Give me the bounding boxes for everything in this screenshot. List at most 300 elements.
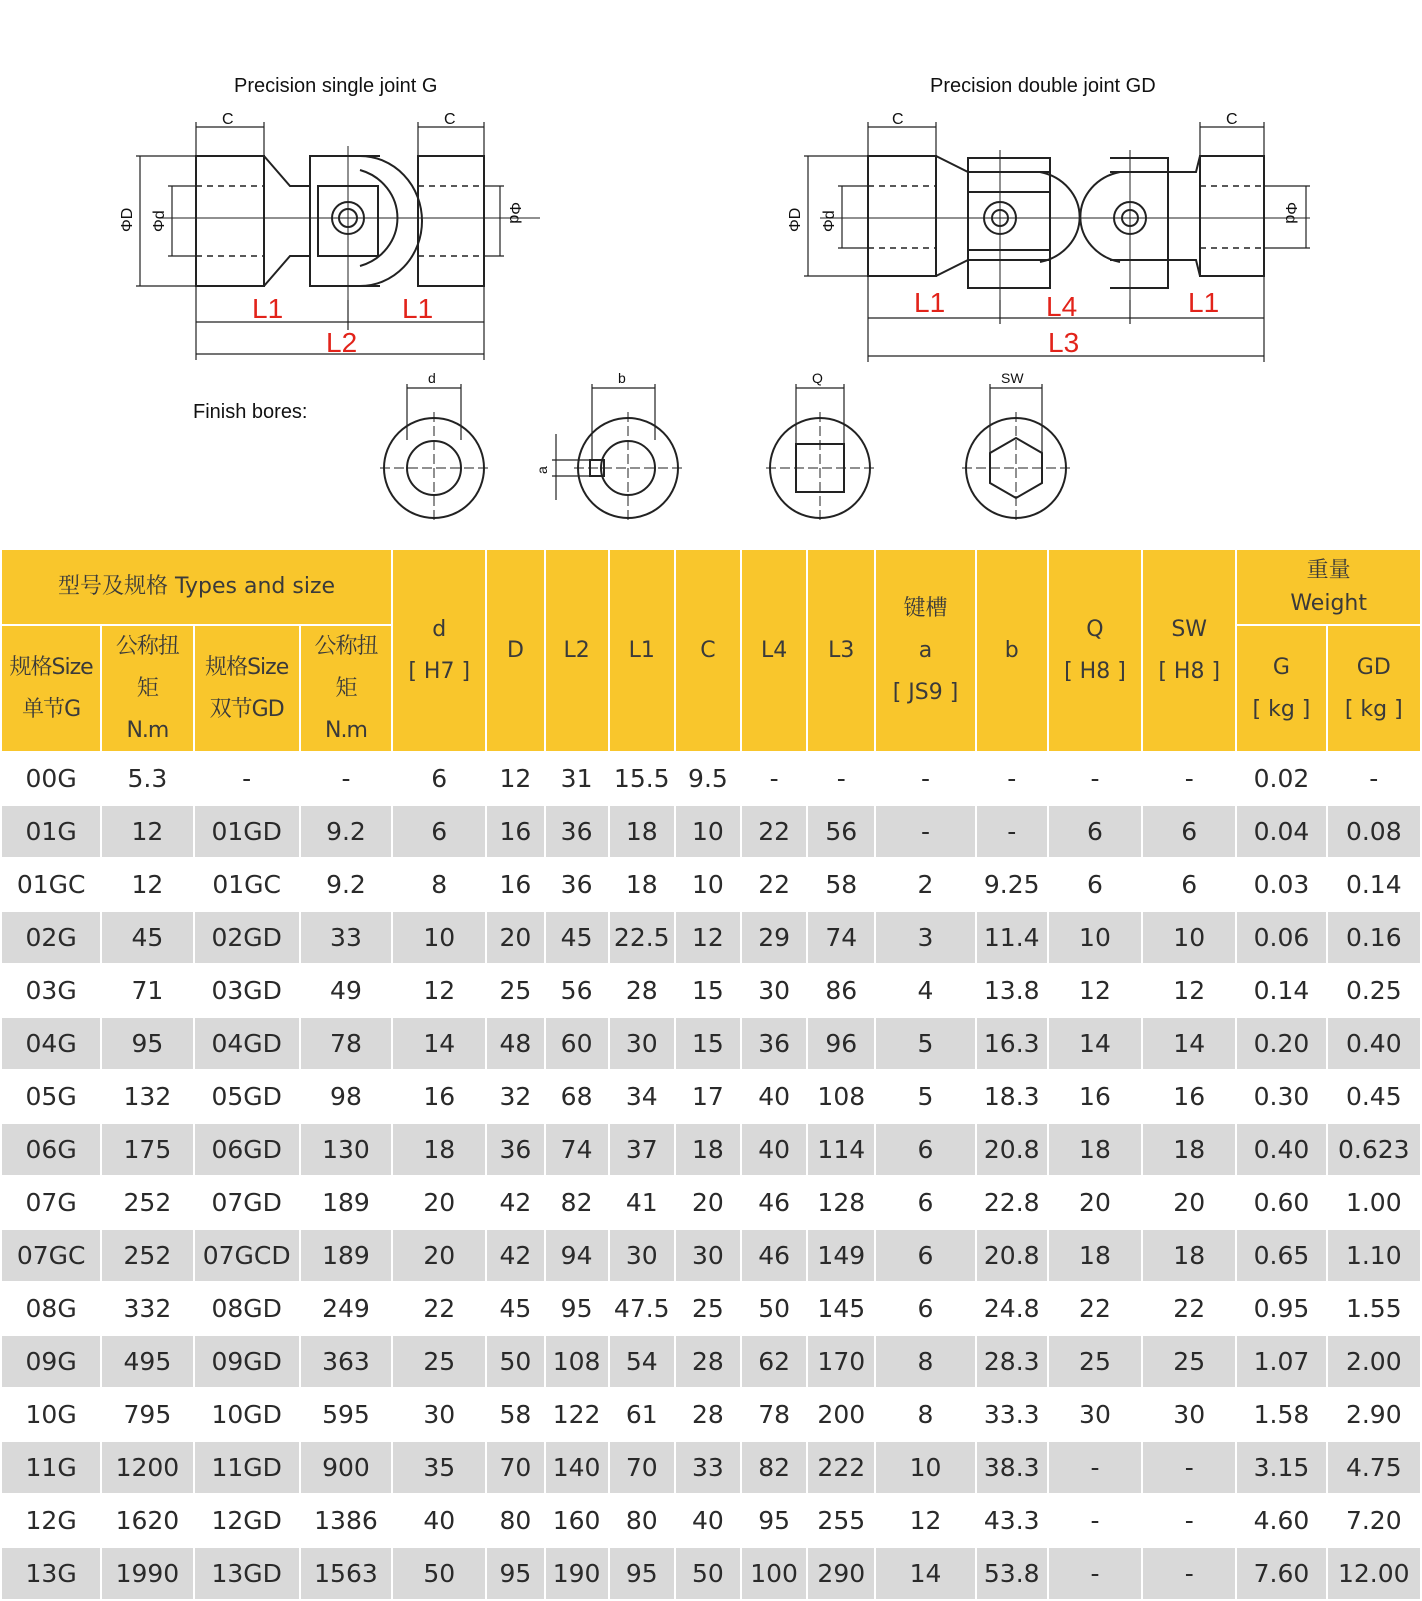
cell-size-g: 10G	[1, 1388, 101, 1441]
cell-L2: 94	[545, 1229, 609, 1282]
cell-a: 10	[875, 1441, 975, 1494]
cell-D: 16	[486, 858, 544, 911]
cell-torque-g: 1200	[101, 1441, 193, 1494]
cell-D: 80	[486, 1494, 544, 1547]
cell-C: 40	[675, 1494, 741, 1547]
cell-L3: 74	[807, 911, 875, 964]
cell-torque-gd: 363	[300, 1335, 392, 1388]
cell-L2: 56	[545, 964, 609, 1017]
cell-weight-gd: 2.00	[1327, 1335, 1421, 1388]
cell-Q: 14	[1048, 1017, 1142, 1070]
cell-size-g: 11G	[1, 1441, 101, 1494]
cell-torque-gd: 78	[300, 1017, 392, 1070]
cell-SW: -	[1142, 1494, 1236, 1547]
cell-d: 50	[392, 1547, 486, 1600]
cell-torque-gd: 130	[300, 1123, 392, 1176]
cell-torque-gd: -	[300, 752, 392, 805]
cell-weight-gd: 1.10	[1327, 1229, 1421, 1282]
dim-label-l1-b: L1	[402, 293, 434, 324]
cell-C: 50	[675, 1547, 741, 1600]
cell-weight-g: 4.60	[1236, 1494, 1326, 1547]
cell-b: 11.4	[976, 911, 1048, 964]
cell-torque-g: 1620	[101, 1494, 193, 1547]
cell-weight-g: 0.04	[1236, 805, 1326, 858]
cell-b: -	[976, 805, 1048, 858]
cell-a: 12	[875, 1494, 975, 1547]
cell-D: 42	[486, 1229, 544, 1282]
dim-label-phi-D: ΦD	[119, 207, 136, 232]
cell-L3: 290	[807, 1547, 875, 1600]
header-torque-gd: 公称扭 矩 N.m	[300, 625, 392, 752]
cell-weight-g: 1.58	[1236, 1388, 1326, 1441]
cell-weight-gd: 0.45	[1327, 1070, 1421, 1123]
cell-size-g: 06G	[1, 1123, 101, 1176]
cell-size-gd: 01GD	[194, 805, 300, 858]
table-row	[1, 911, 1421, 964]
cell-L1: 95	[609, 1547, 675, 1600]
cell-weight-g: 0.40	[1236, 1123, 1326, 1176]
cell-L2: 45	[545, 911, 609, 964]
cell-d: 20	[392, 1176, 486, 1229]
cell-L3: 222	[807, 1441, 875, 1494]
cell-Q: 12	[1048, 964, 1142, 1017]
table-row	[1, 1441, 1421, 1494]
cell-torque-g: 795	[101, 1388, 193, 1441]
cell-torque-gd: 9.2	[300, 805, 392, 858]
cell-torque-g: 1990	[101, 1547, 193, 1600]
header-keyway-a: 键槽 a [ JS9 ]	[875, 549, 975, 752]
cell-a: 3	[875, 911, 975, 964]
cell-L1: 30	[609, 1017, 675, 1070]
header-Q: Q [ H8 ]	[1048, 549, 1142, 752]
cell-L3: 200	[807, 1388, 875, 1441]
cell-torque-g: 12	[101, 805, 193, 858]
cell-size-g: 01G	[1, 805, 101, 858]
cell-L1: 15.5	[609, 752, 675, 805]
cell-d: 12	[392, 964, 486, 1017]
cell-L4: 29	[741, 911, 807, 964]
table-row	[1, 1229, 1421, 1282]
cell-size-gd: -	[194, 752, 300, 805]
cell-L1: 28	[609, 964, 675, 1017]
cell-size-g: 07G	[1, 1176, 101, 1229]
cell-d: 22	[392, 1282, 486, 1335]
cell-b: 24.8	[976, 1282, 1048, 1335]
cell-L2: 190	[545, 1547, 609, 1600]
cell-L2: 82	[545, 1176, 609, 1229]
cell-Q: -	[1048, 1441, 1142, 1494]
cell-size-gd: 02GD	[194, 911, 300, 964]
cell-weight-gd: 12.00	[1327, 1547, 1421, 1600]
cell-L4: 40	[741, 1070, 807, 1123]
cell-d: 14	[392, 1017, 486, 1070]
cell-C: 15	[675, 1017, 741, 1070]
spec-table	[0, 548, 1422, 1601]
cell-torque-gd: 900	[300, 1441, 392, 1494]
cell-size-g: 00G	[1, 752, 101, 805]
dim-label-c-gd-left: C	[892, 111, 904, 128]
cell-weight-gd: 2.90	[1327, 1388, 1421, 1441]
cell-C: 28	[675, 1388, 741, 1441]
cell-weight-gd: 7.20	[1327, 1494, 1421, 1547]
dim-label-gd-phi-d: Φd	[821, 210, 838, 232]
cell-Q: 6	[1048, 805, 1142, 858]
cell-L4: -	[741, 752, 807, 805]
cell-D: 16	[486, 805, 544, 858]
dim-label-l1-a: L1	[252, 293, 284, 324]
finish-bores-drawing	[380, 384, 1072, 524]
cell-weight-gd: 0.623	[1327, 1123, 1421, 1176]
cell-Q: 16	[1048, 1070, 1142, 1123]
double-joint-drawing	[804, 122, 1310, 362]
cell-D: 95	[486, 1547, 544, 1600]
cell-C: 9.5	[675, 752, 741, 805]
cell-size-g: 03G	[1, 964, 101, 1017]
cell-d: 6	[392, 805, 486, 858]
header-weight-g: G [ kg ]	[1236, 625, 1326, 752]
cell-b: 22.8	[976, 1176, 1048, 1229]
cell-SW: -	[1142, 752, 1236, 805]
table-row	[1, 1547, 1421, 1600]
cell-D: 48	[486, 1017, 544, 1070]
cell-size-g: 04G	[1, 1017, 101, 1070]
cell-weight-g: 0.02	[1236, 752, 1326, 805]
header-weight-gd: GD [ kg ]	[1327, 625, 1421, 752]
cell-D: 58	[486, 1388, 544, 1441]
cell-SW: 10	[1142, 911, 1236, 964]
cell-L4: 22	[741, 805, 807, 858]
cell-size-gd: 01GC	[194, 858, 300, 911]
finish-bores-label: Finish bores:	[193, 401, 308, 423]
cell-weight-g: 0.60	[1236, 1176, 1326, 1229]
cell-d: 16	[392, 1070, 486, 1123]
cell-torque-g: 332	[101, 1282, 193, 1335]
cell-torque-g: 252	[101, 1229, 193, 1282]
cell-L4: 82	[741, 1441, 807, 1494]
cell-Q: -	[1048, 1547, 1142, 1600]
table-row	[1, 1335, 1421, 1388]
cell-a: 2	[875, 858, 975, 911]
cell-size-g: 05G	[1, 1070, 101, 1123]
dim-label-gd-l1-b: L1	[1188, 287, 1220, 318]
cell-L4: 100	[741, 1547, 807, 1600]
cell-D: 12	[486, 752, 544, 805]
technical-drawings	[0, 0, 1422, 548]
cell-C: 28	[675, 1335, 741, 1388]
cell-b: 13.8	[976, 964, 1048, 1017]
cell-b: 28.3	[976, 1335, 1048, 1388]
cell-D: 36	[486, 1123, 544, 1176]
dim-label-l4: L4	[1046, 291, 1078, 322]
cell-L3: 96	[807, 1017, 875, 1070]
cell-weight-gd: -	[1327, 752, 1421, 805]
cell-torque-gd: 249	[300, 1282, 392, 1335]
cell-torque-g: 252	[101, 1176, 193, 1229]
cell-SW: 6	[1142, 858, 1236, 911]
cell-SW: 14	[1142, 1017, 1236, 1070]
cell-C: 33	[675, 1441, 741, 1494]
cell-size-gd: 10GD	[194, 1388, 300, 1441]
cell-L2: 36	[545, 805, 609, 858]
cell-d: 10	[392, 911, 486, 964]
cell-a: 14	[875, 1547, 975, 1600]
cell-size-gd: 04GD	[194, 1017, 300, 1070]
header-SW: SW [ H8 ]	[1142, 549, 1236, 752]
table-body	[1, 752, 1421, 1600]
header-types-and-size: 型号及规格 Types and size	[1, 549, 392, 625]
cell-a: 4	[875, 964, 975, 1017]
cell-L1: 54	[609, 1335, 675, 1388]
cell-size-g: 08G	[1, 1282, 101, 1335]
cell-size-gd: 07GCD	[194, 1229, 300, 1282]
cell-weight-g: 0.30	[1236, 1070, 1326, 1123]
cell-L4: 46	[741, 1176, 807, 1229]
table-row	[1, 1388, 1421, 1441]
cell-weight-gd: 0.08	[1327, 805, 1421, 858]
cell-SW: -	[1142, 1547, 1236, 1600]
cell-L1: 70	[609, 1441, 675, 1494]
header-L3: L3	[807, 549, 875, 752]
cell-b: 43.3	[976, 1494, 1048, 1547]
cell-a: 6	[875, 1123, 975, 1176]
cell-weight-gd: 0.25	[1327, 964, 1421, 1017]
bore-label-a: a	[534, 466, 550, 474]
dim-label-l3: L3	[1048, 327, 1080, 358]
cell-Q: 20	[1048, 1176, 1142, 1229]
bore-label-q: Q	[812, 370, 823, 386]
cell-d: 20	[392, 1229, 486, 1282]
single-joint-drawing	[136, 122, 540, 360]
cell-weight-g: 0.95	[1236, 1282, 1326, 1335]
cell-L2: 108	[545, 1335, 609, 1388]
cell-Q: 18	[1048, 1229, 1142, 1282]
cell-L2: 95	[545, 1282, 609, 1335]
cell-torque-gd: 98	[300, 1070, 392, 1123]
cell-SW: 6	[1142, 805, 1236, 858]
cell-torque-gd: 189	[300, 1176, 392, 1229]
dim-label-phi-d-right: Φd	[506, 202, 523, 224]
cell-weight-gd: 0.40	[1327, 1017, 1421, 1070]
dim-label-gd-l1-a: L1	[914, 287, 946, 318]
cell-Q: 18	[1048, 1123, 1142, 1176]
cell-b: 33.3	[976, 1388, 1048, 1441]
table-row	[1, 1494, 1421, 1547]
header-b: b	[976, 549, 1048, 752]
cell-L4: 62	[741, 1335, 807, 1388]
cell-L2: 60	[545, 1017, 609, 1070]
double-joint-title: Precision double joint GD	[930, 75, 1156, 97]
cell-size-gd: 08GD	[194, 1282, 300, 1335]
cell-size-g: 13G	[1, 1547, 101, 1600]
cell-a: 5	[875, 1070, 975, 1123]
dim-label-gd-phi-D: ΦD	[787, 207, 804, 232]
cell-torque-g: 95	[101, 1017, 193, 1070]
cell-b: -	[976, 752, 1048, 805]
cell-weight-g: 7.60	[1236, 1547, 1326, 1600]
cell-size-gd: 07GD	[194, 1176, 300, 1229]
cell-weight-gd: 4.75	[1327, 1441, 1421, 1494]
header-L1: L1	[609, 549, 675, 752]
cell-L1: 34	[609, 1070, 675, 1123]
cell-b: 38.3	[976, 1441, 1048, 1494]
cell-size-g: 01GC	[1, 858, 101, 911]
cell-L4: 46	[741, 1229, 807, 1282]
cell-L3: 58	[807, 858, 875, 911]
cell-L4: 50	[741, 1282, 807, 1335]
cell-C: 20	[675, 1176, 741, 1229]
cell-weight-gd: 1.55	[1327, 1282, 1421, 1335]
cell-size-g: 12G	[1, 1494, 101, 1547]
cell-d: 40	[392, 1494, 486, 1547]
cell-size-gd: 06GD	[194, 1123, 300, 1176]
cell-b: 20.8	[976, 1229, 1048, 1282]
cell-size-gd: 05GD	[194, 1070, 300, 1123]
cell-torque-gd: 1386	[300, 1494, 392, 1547]
cell-size-gd: 03GD	[194, 964, 300, 1017]
cell-L1: 61	[609, 1388, 675, 1441]
cell-size-gd: 12GD	[194, 1494, 300, 1547]
cell-size-gd: 11GD	[194, 1441, 300, 1494]
cell-Q: 6	[1048, 858, 1142, 911]
cell-b: 16.3	[976, 1017, 1048, 1070]
cell-SW: 20	[1142, 1176, 1236, 1229]
bore-label-sw: SW	[1001, 370, 1024, 386]
cell-SW: 22	[1142, 1282, 1236, 1335]
table-row	[1, 1176, 1421, 1229]
cell-d: 35	[392, 1441, 486, 1494]
bore-label-d: d	[428, 370, 436, 386]
cell-C: 17	[675, 1070, 741, 1123]
cell-a: 6	[875, 1176, 975, 1229]
table-row	[1, 1123, 1421, 1176]
dim-label-c-left: C	[222, 111, 234, 128]
cell-d: 6	[392, 752, 486, 805]
cell-L3: -	[807, 752, 875, 805]
cell-a: 5	[875, 1017, 975, 1070]
cell-weight-g: 0.03	[1236, 858, 1326, 911]
table-row	[1, 752, 1421, 805]
cell-torque-gd: 9.2	[300, 858, 392, 911]
table-row	[1, 1070, 1421, 1123]
dim-label-gd-phi-d-right: Φd	[1282, 202, 1299, 224]
cell-d: 25	[392, 1335, 486, 1388]
cell-b: 20.8	[976, 1123, 1048, 1176]
cell-Q: 22	[1048, 1282, 1142, 1335]
cell-weight-g: 0.14	[1236, 964, 1326, 1017]
cell-weight-g: 0.65	[1236, 1229, 1326, 1282]
cell-a: -	[875, 805, 975, 858]
header-C: C	[675, 549, 741, 752]
cell-L1: 80	[609, 1494, 675, 1547]
cell-C: 10	[675, 858, 741, 911]
cell-d: 18	[392, 1123, 486, 1176]
cell-D: 45	[486, 1282, 544, 1335]
cell-SW: 12	[1142, 964, 1236, 1017]
cell-size-gd: 09GD	[194, 1335, 300, 1388]
cell-C: 10	[675, 805, 741, 858]
cell-weight-g: 3.15	[1236, 1441, 1326, 1494]
cell-SW: 16	[1142, 1070, 1236, 1123]
cell-torque-gd: 49	[300, 964, 392, 1017]
cell-SW: -	[1142, 1441, 1236, 1494]
cell-L2: 36	[545, 858, 609, 911]
cell-L2: 160	[545, 1494, 609, 1547]
table-row	[1, 964, 1421, 1017]
cell-Q: 10	[1048, 911, 1142, 964]
cell-L2: 31	[545, 752, 609, 805]
cell-L3: 145	[807, 1282, 875, 1335]
cell-torque-gd: 33	[300, 911, 392, 964]
cell-L4: 36	[741, 1017, 807, 1070]
cell-b: 53.8	[976, 1547, 1048, 1600]
cell-L3: 108	[807, 1070, 875, 1123]
cell-Q: -	[1048, 1494, 1142, 1547]
cell-size-gd: 13GD	[194, 1547, 300, 1600]
table-row	[1, 858, 1421, 911]
cell-torque-g: 132	[101, 1070, 193, 1123]
cell-L2: 74	[545, 1123, 609, 1176]
cell-torque-g: 45	[101, 911, 193, 964]
cell-weight-gd: 1.00	[1327, 1176, 1421, 1229]
cell-size-g: 07GC	[1, 1229, 101, 1282]
header-size-gd: 规格Size 双节GD	[194, 625, 300, 752]
cell-D: 32	[486, 1070, 544, 1123]
header-weight: 重量 Weight	[1236, 549, 1421, 625]
cell-SW: 25	[1142, 1335, 1236, 1388]
cell-Q: 30	[1048, 1388, 1142, 1441]
cell-weight-g: 0.20	[1236, 1017, 1326, 1070]
single-joint-title: Precision single joint G	[234, 75, 438, 97]
cell-C: 25	[675, 1282, 741, 1335]
cell-L1: 22.5	[609, 911, 675, 964]
cell-L1: 18	[609, 805, 675, 858]
cell-D: 42	[486, 1176, 544, 1229]
cell-C: 15	[675, 964, 741, 1017]
table-row	[1, 805, 1421, 858]
cell-weight-gd: 0.16	[1327, 911, 1421, 964]
cell-torque-g: 12	[101, 858, 193, 911]
cell-D: 70	[486, 1441, 544, 1494]
cell-C: 12	[675, 911, 741, 964]
cell-Q: -	[1048, 752, 1142, 805]
header-D: D	[486, 549, 544, 752]
cell-size-g: 09G	[1, 1335, 101, 1388]
cell-L4: 22	[741, 858, 807, 911]
cell-torque-g: 71	[101, 964, 193, 1017]
cell-weight-g: 1.07	[1236, 1335, 1326, 1388]
cell-L1: 41	[609, 1176, 675, 1229]
cell-L4: 95	[741, 1494, 807, 1547]
cell-L1: 37	[609, 1123, 675, 1176]
cell-C: 18	[675, 1123, 741, 1176]
header-torque-g: 公称扭 矩 N.m	[101, 625, 193, 752]
cell-L3: 86	[807, 964, 875, 1017]
cell-a: 8	[875, 1388, 975, 1441]
header-L2: L2	[545, 549, 609, 752]
cell-D: 20	[486, 911, 544, 964]
bore-label-b: b	[618, 370, 626, 386]
cell-L3: 170	[807, 1335, 875, 1388]
cell-L3: 255	[807, 1494, 875, 1547]
cell-SW: 18	[1142, 1123, 1236, 1176]
dim-label-l2: L2	[326, 327, 358, 358]
cell-a: 6	[875, 1229, 975, 1282]
cell-L1: 47.5	[609, 1282, 675, 1335]
cell-size-g: 02G	[1, 911, 101, 964]
cell-a: -	[875, 752, 975, 805]
cell-torque-g: 5.3	[101, 752, 193, 805]
cell-L4: 40	[741, 1123, 807, 1176]
